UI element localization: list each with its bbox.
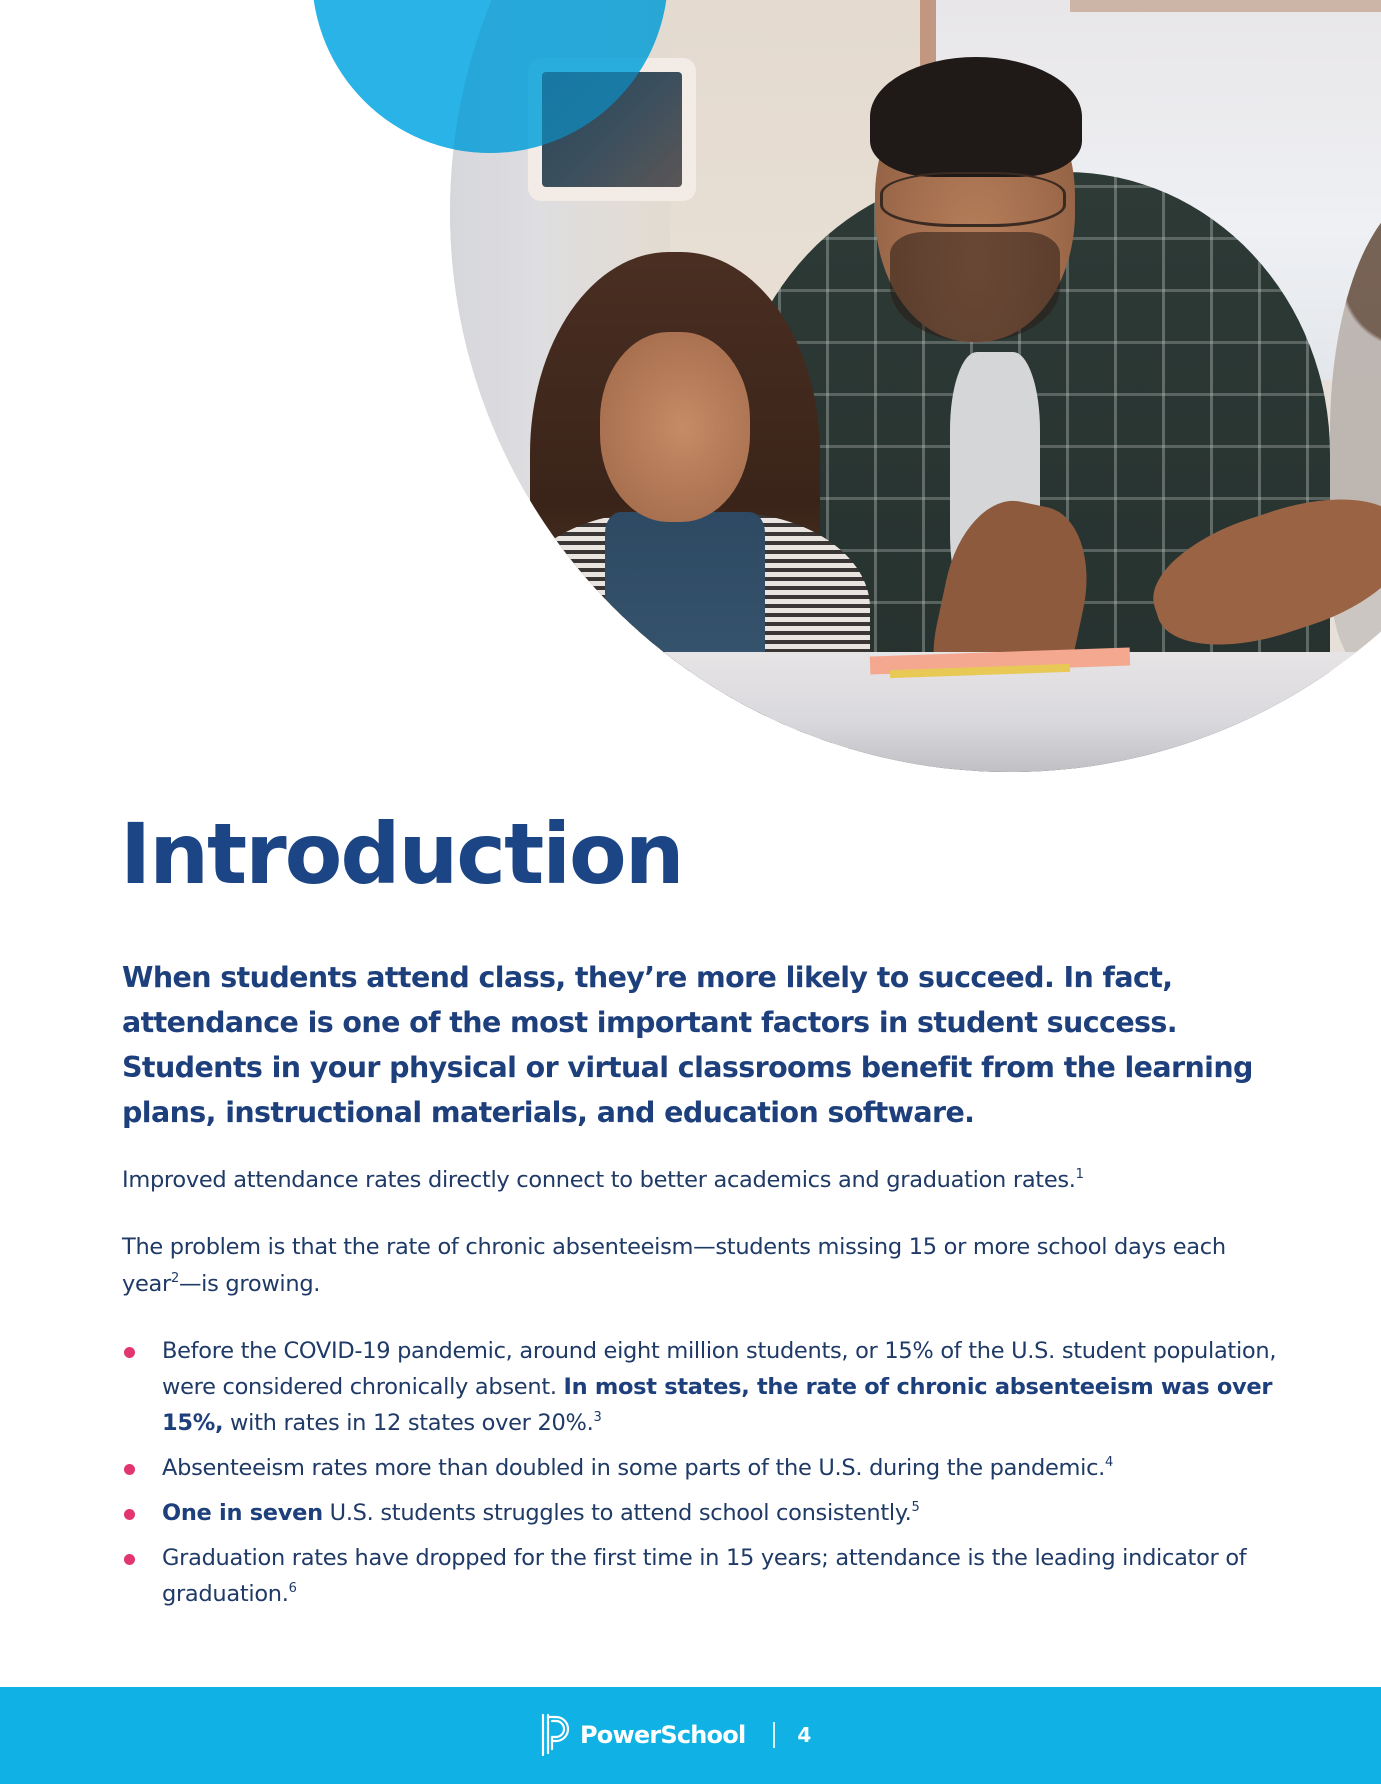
footnote-ref: 4	[1105, 1455, 1114, 1470]
footer-branding	[540, 1713, 811, 1757]
bullet-dot-icon	[124, 1347, 135, 1358]
bullet-dot-icon	[124, 1464, 135, 1475]
item-text: Before the COVID-19 pandemic, around eight million students, or 15% of the U.S. student population, were considered chronically absent.	[162, 1338, 1277, 1400]
footnote-ref: 2	[171, 1271, 179, 1286]
statistics-list	[122, 1333, 1282, 1621]
list-item	[122, 1495, 1282, 1531]
bullet-dot-icon	[124, 1509, 135, 1520]
powerschool-logo-icon	[540, 1713, 572, 1757]
footnote-ref: 5	[911, 1500, 920, 1515]
footnote-ref: 1	[1075, 1167, 1084, 1182]
item-text: Graduation rates have dropped for the first time in 15 years; attendance is the leading indicator of graduation.	[162, 1545, 1247, 1607]
paragraph-text: —is growing.	[178, 1271, 321, 1297]
list-item	[122, 1450, 1282, 1486]
item-text: U.S. students struggles to attend school consistently.	[322, 1500, 912, 1526]
item-emphasis: One in seven	[162, 1500, 323, 1526]
page-title: Introduction	[120, 805, 683, 903]
lead-paragraph: When students attend class, they’re more likely to succeed. In fact, attendance is one of the most important factors in student success. Students in your physical or virtual classrooms benefit from the learning plans, instructional materials, and education software.	[122, 961, 1253, 1129]
paragraph-text: Improved attendance rates directly connect to better academics and graduation rates.	[122, 1167, 1076, 1193]
item-text: with rates in 12 states over 20%.	[223, 1410, 594, 1436]
body-paragraph-2	[122, 1229, 1272, 1303]
brand-name: PowerSchool	[580, 1721, 746, 1749]
paragraph-text: The problem is that the rate of chronic absenteeism—students missing 15 or more school days each year	[122, 1234, 1226, 1297]
hero-image-area	[0, 0, 1381, 790]
item-emphasis: In most states, the rate of chronic absenteeism was over 15%,	[162, 1374, 1273, 1436]
footer-divider	[773, 1722, 775, 1748]
bullet-dot-icon	[124, 1554, 135, 1565]
list-item	[122, 1540, 1282, 1612]
footnote-ref: 6	[288, 1581, 297, 1596]
body-paragraph-1	[122, 1162, 1272, 1199]
footnote-ref: 3	[593, 1410, 602, 1425]
page-number: 4	[797, 1723, 812, 1747]
list-item	[122, 1333, 1282, 1441]
item-text: Absenteeism rates more than doubled in some parts of the U.S. during the pandemic.	[162, 1455, 1106, 1481]
page-footer	[0, 1687, 1381, 1784]
